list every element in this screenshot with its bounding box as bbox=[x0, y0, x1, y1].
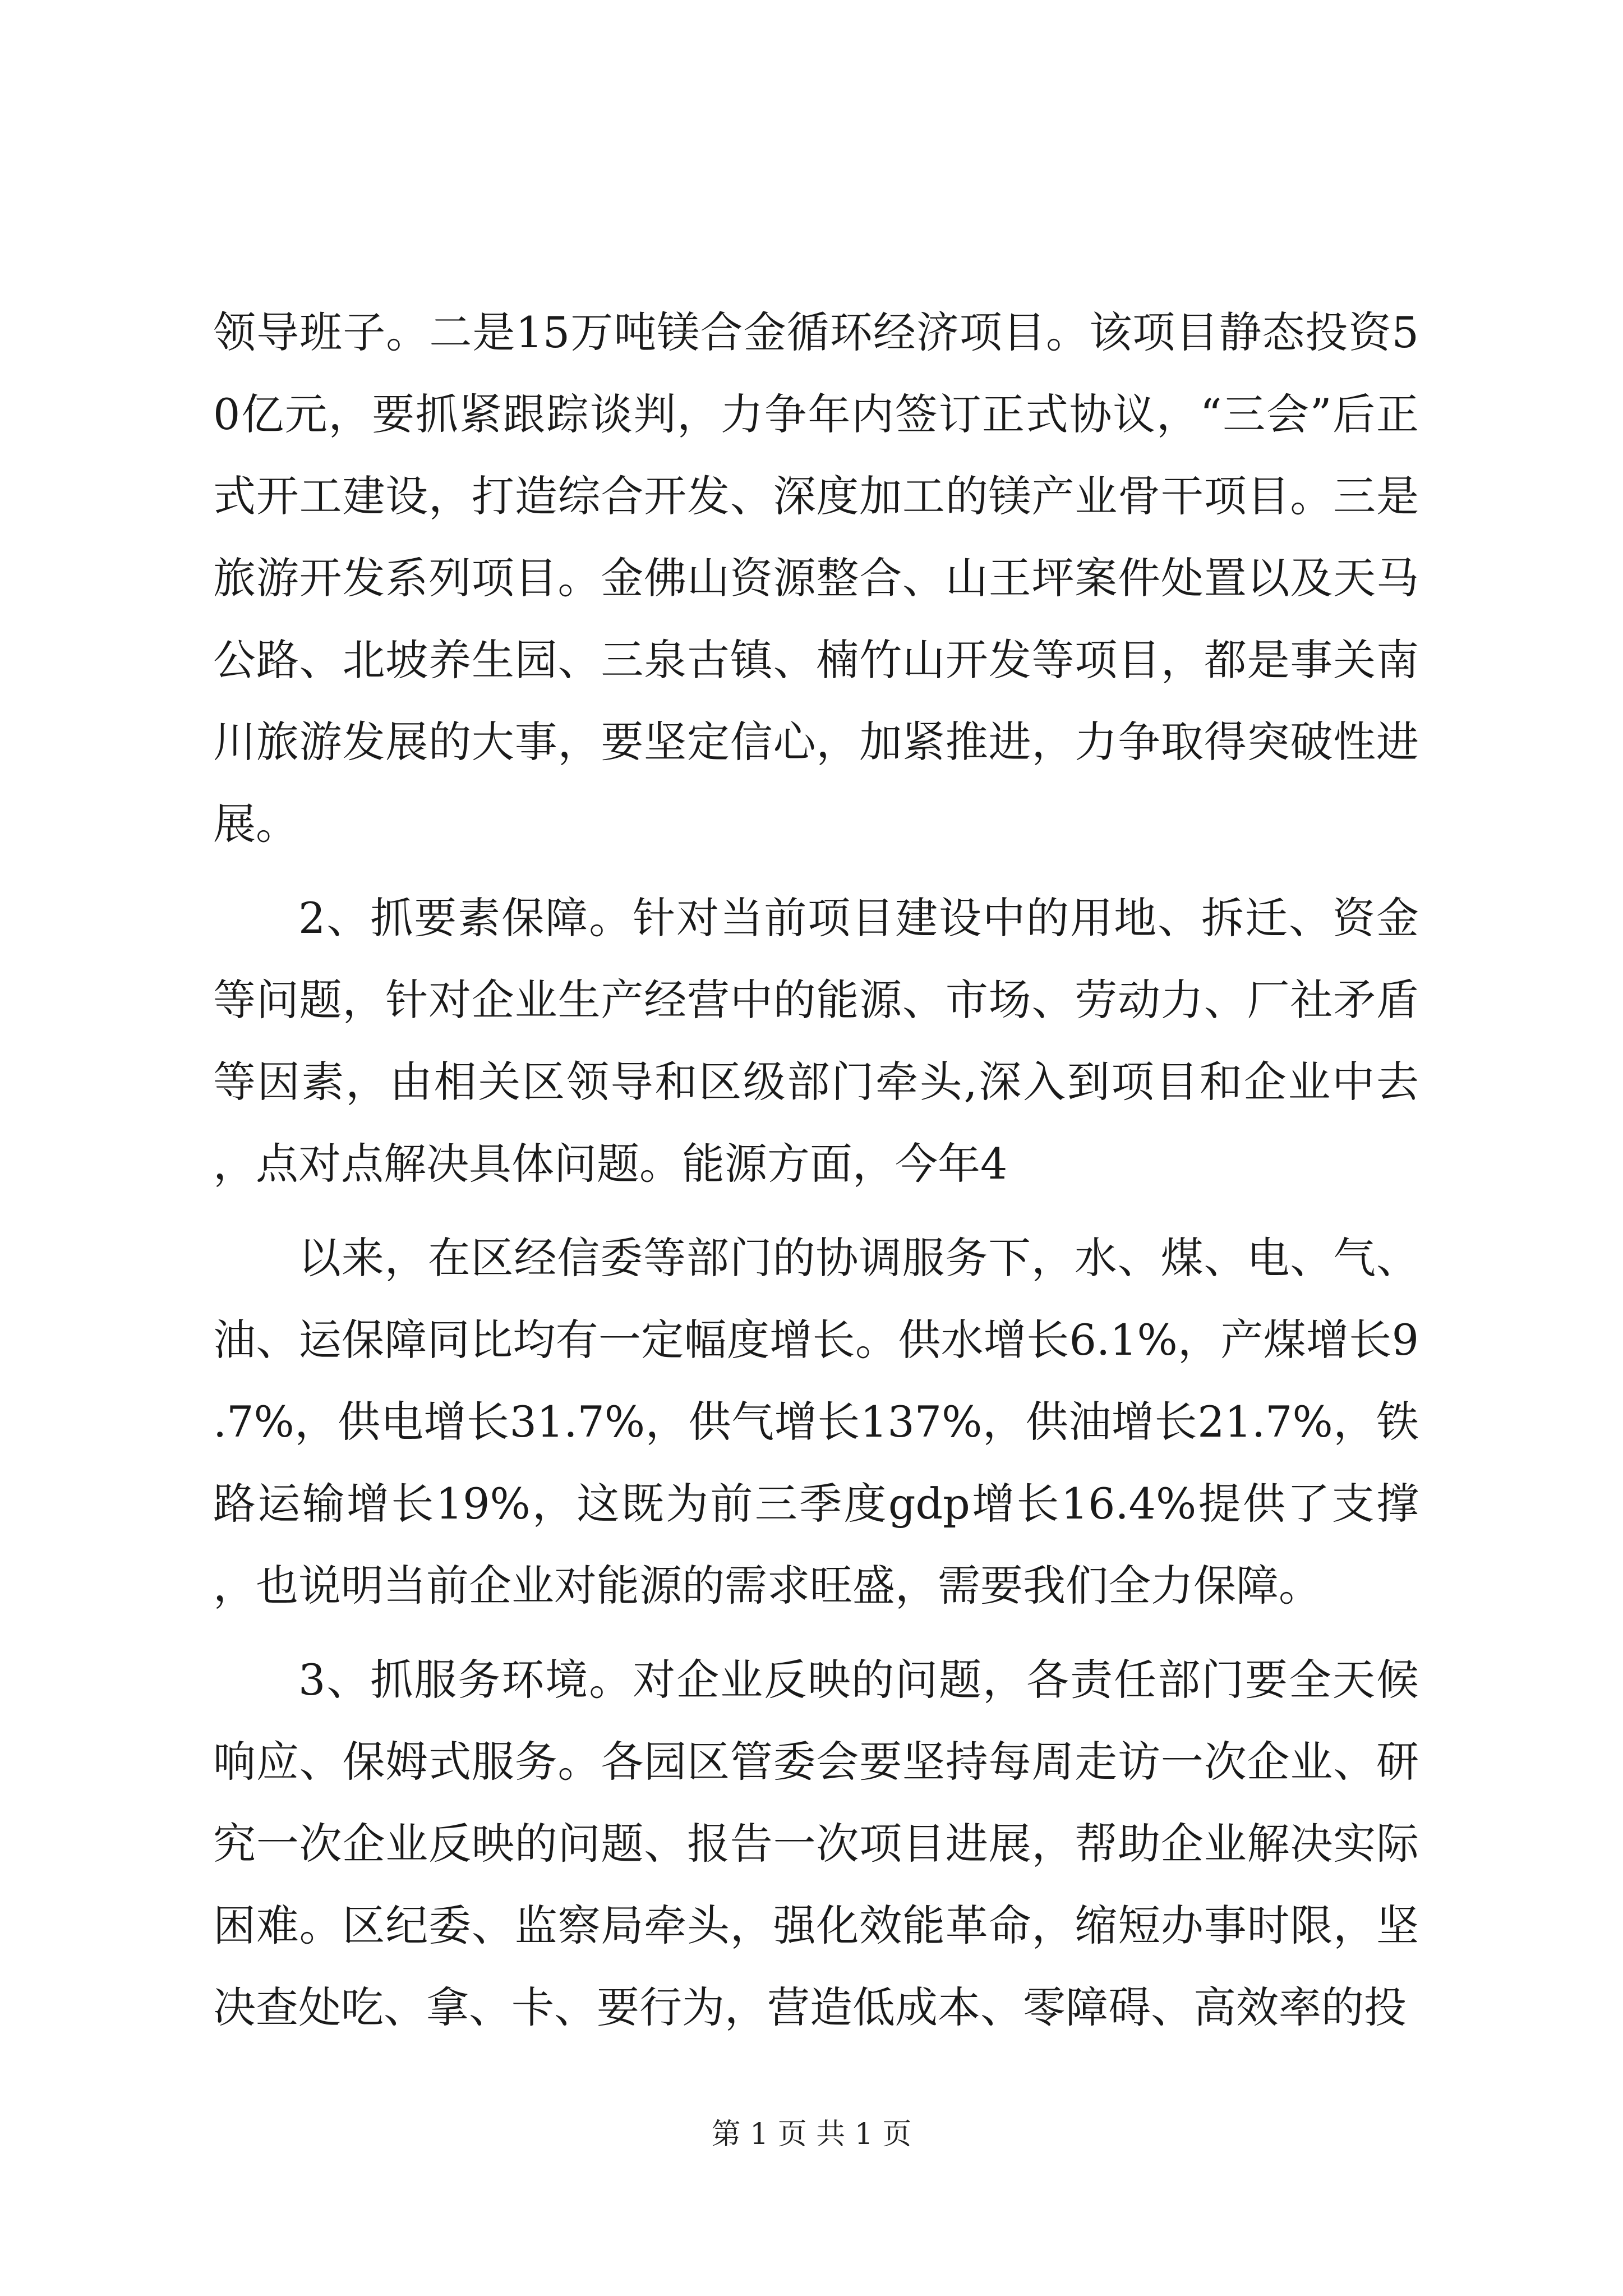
paragraph: 领导班子。二是15万吨镁合金循环经济项目。该项目静态投资50亿元，要抓紧跟踪谈判，力争年内签订正式协议，“三会”后正式开工建设，打造综合开发、深度加工的镁产业骨干项目。三是旅游开发系列项目。金佛山资源整合、山王坪案件处置以及天马公路、北坡养生园、三泉古镇、楠竹山开发等项目，都是事关南川旅游发展的大事，要坚定信心，加紧推进，力争取得突破性进展。 bbox=[213, 307, 1419, 849]
page-number-footer: 第 1 页 共 1 页 bbox=[711, 2118, 912, 2151]
paragraph: 2、抓要素保障。针对当前项目建设中的用地、拆迁、资金等问题，针对企业生产经营中的能源、市场、劳动力、厂社矛盾等因素，由相关区领导和区级部门牵头,深入到项目和企业中去，点对点解决具体问题。能源方面，今年4 bbox=[213, 893, 1419, 1189]
paragraph: 3、抓服务环境。对企业反映的问题，各责任部门要全天候响应、保姆式服务。各园区管委会要坚持每周走访一次企业、研究一次企业反映的问题、报告一次项目进展，帮助企业解决实际困难。区纪委、监察局牵头，强化效能革命，缩短办事时限，坚决查处吃、拿、卡、要行为，营造低成本、零障碍、高效率的投 bbox=[213, 1655, 1419, 2032]
document-body bbox=[213, 292, 1419, 2049]
paragraph: 以来，在区经信委等部门的协调服务下，水、煤、电、气、油、运保障同比均有一定幅度增长。供水增长6.1%，产煤增长9.7%，供电增长31.7%，供气增长137%，供油增长21.7%，铁路运输增长19%，这既为前三季度gdp增长16.4%提供了支撑，也说明当前企业对能源的需求旺盛，需要我们全力保障。 bbox=[213, 1233, 1419, 1611]
